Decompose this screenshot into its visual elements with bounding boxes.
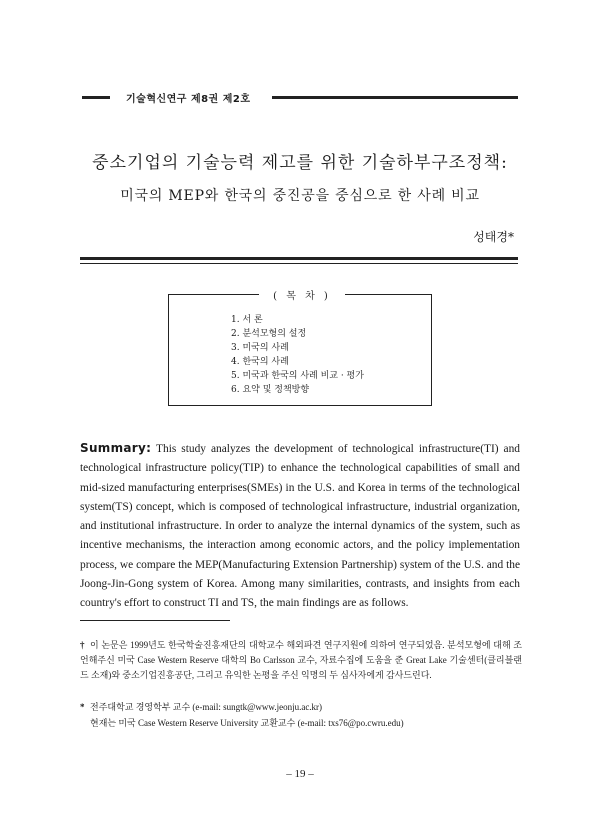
title-divider-thin [80, 263, 518, 264]
author-name: 성태경* [473, 230, 514, 244]
journal-name: 기술혁신연구 제8권 제2호 [126, 94, 251, 105]
toc-item: 3. 미국의 사례 [231, 343, 289, 353]
toc-item: 4. 한국의 사례 [231, 357, 289, 367]
abstract-label: Summary: [80, 441, 152, 455]
page-number: – 19 – [286, 768, 314, 780]
footnote-affiliation [80, 700, 522, 715]
header-rule-right [272, 96, 518, 99]
toc-item: 1. 서 론 [231, 315, 263, 325]
journal-header [82, 94, 518, 105]
toc-list [231, 313, 364, 397]
abstract-text: This study analyzes the development of technological infrastructure(TI) and technological infrastructure policy(TIP) to enhance the technological capabilities of small and mid-sized manufacturing enterprises(SMEs) in the U.S. and Korea in terms of the technological system(TS) concept, which is composed of technological infrastructure, industrial organization, and institutional infrastructure. In order to analyze the internal dynamics of the system, such as incentive mechanisms, the interaction among economic actors, and the policy implementation process, we compare the MEP(Manufacturing Extension Partnership) system of the U.S. and the Joong-Jin-Gong system of Korea. Among many similarities, contrasts, and insights from each country's effort to construct TI and TS, the main findings are as follows. [80, 443, 520, 610]
footnote-text: 현재는 미국 Case Western Reserve University 교환교수 (e-mail: txs76@po.cwru.edu) [90, 718, 404, 728]
toc-border-left [169, 294, 259, 295]
footnote-current-position [80, 716, 522, 731]
abstract [80, 439, 520, 614]
header-rule-left [82, 96, 110, 99]
footnote-rule [80, 620, 230, 621]
toc-item: 2. 분석모형의 설정 [231, 329, 307, 339]
footnote-mark: * [80, 702, 85, 712]
footnote-text: 이 논문은 1999년도 한국학술진흥재단의 대학교수 해외파견 연구지원에 의하여 연구되었음. 분석모형에 대해 조언해주신 미국 Case Western Reserve 대학의 Bo Carlsson 교수, 자료수집에 도움을 준 Great Lake 기술센터(클리블랜드 소재)와 중소기업진흥공단, 그리고 유익한 논평을 주신 익명의 두 심사자에게 감사드린다. [80, 640, 522, 680]
table-of-contents [168, 291, 432, 406]
title-divider-thick [80, 257, 518, 260]
toc-item: 6. 요약 및 정책방향 [231, 385, 310, 395]
toc-border-right [345, 294, 431, 295]
toc-heading: ( 목 차 ) [273, 291, 331, 302]
paper-title: 중소기업의 기술능력 제고를 위한 기술하부구조정책: [92, 153, 508, 173]
footnote-text: 전주대학교 경영학부 교수 (e-mail: sungtk@www.jeonju.ac.kr) [90, 702, 323, 712]
paper-subtitle: 미국의 MEP와 한국의 중진공을 중심으로 한 사례 비교 [120, 188, 480, 204]
footnote-acknowledgement [80, 638, 522, 683]
toc-item: 5. 미국과 한국의 사례 비교 · 평가 [231, 371, 364, 381]
footnote-mark: † [80, 640, 85, 650]
